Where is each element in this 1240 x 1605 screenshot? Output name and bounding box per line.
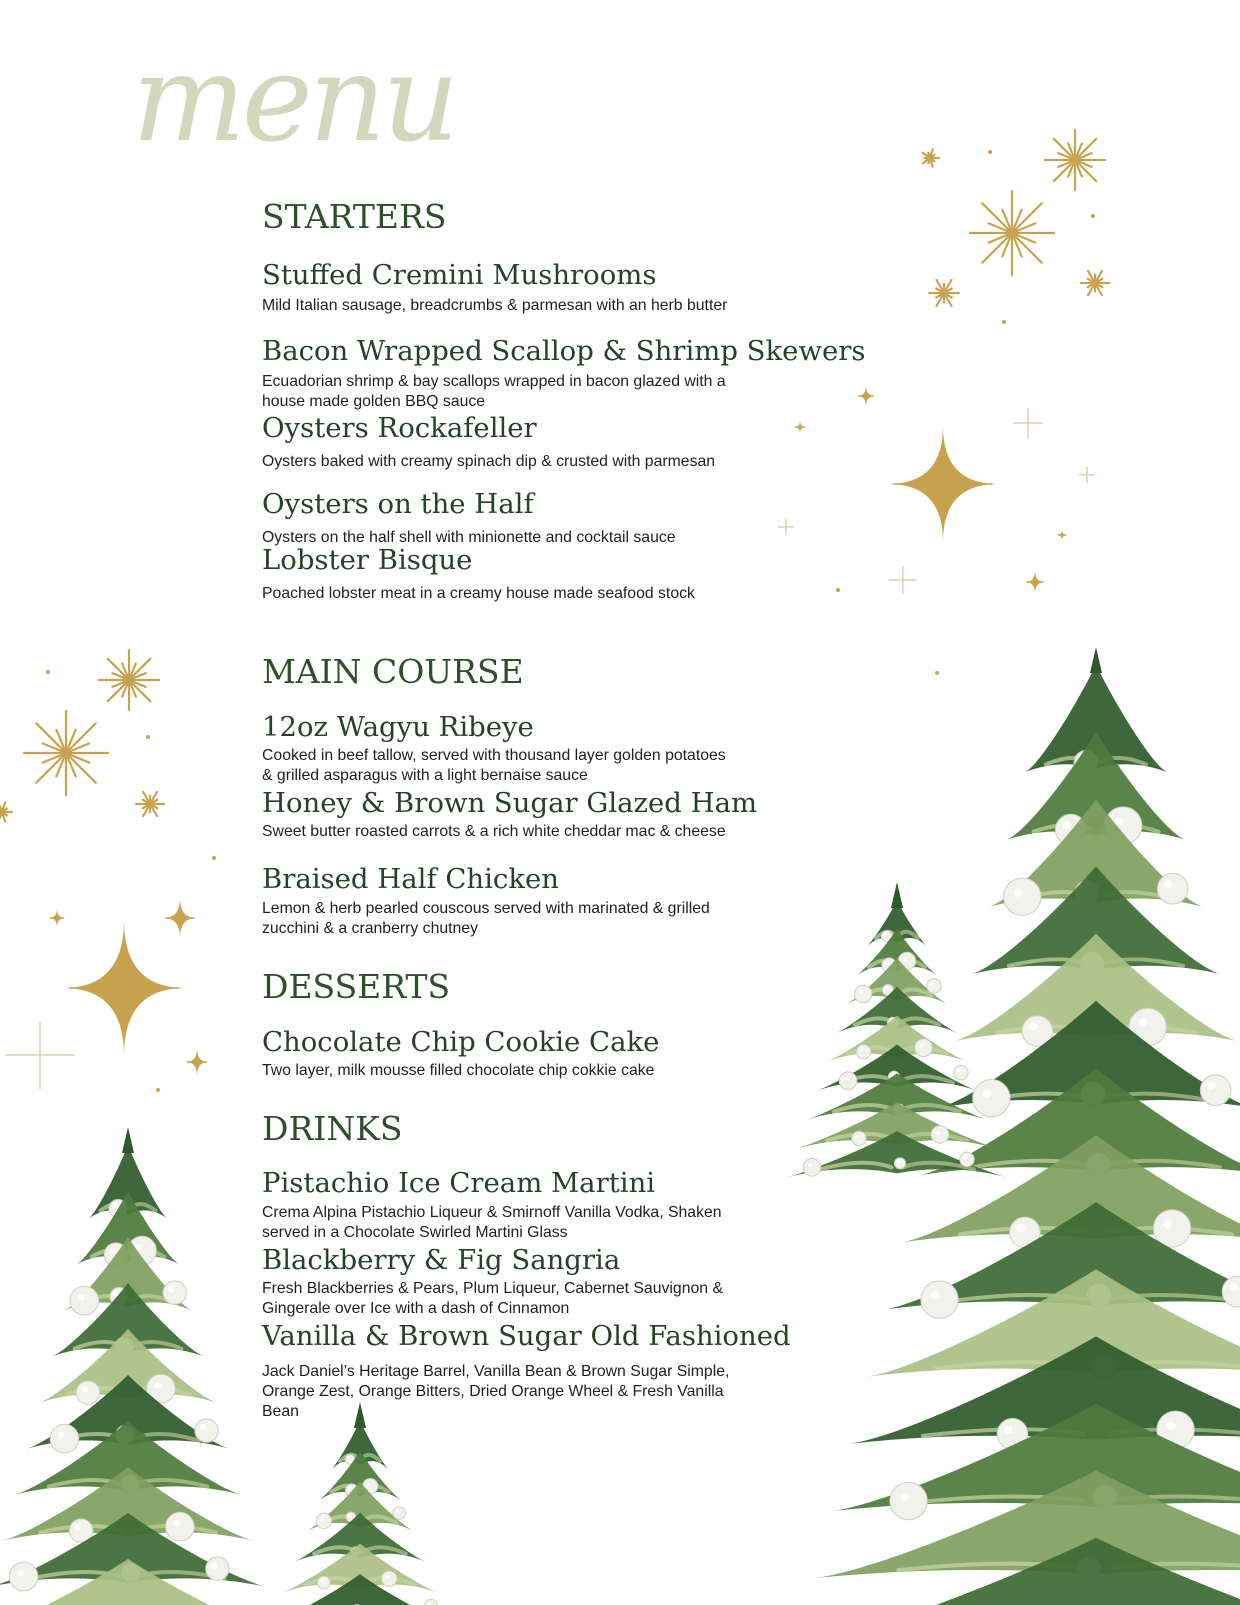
twinkle-icon (6, 1021, 74, 1089)
item-desc: Cooked in beef tallow, served with thousand layer golden potatoes & grilled asparagus with a light bernaise sauce (262, 747, 726, 784)
dot-icon (935, 671, 939, 675)
sparkle-icon (794, 420, 805, 434)
twinkle-icon (1013, 408, 1043, 438)
item-name: Stuffed Cremini Mushrooms (262, 259, 657, 291)
dot-icon (212, 856, 216, 860)
dot-icon (156, 1088, 160, 1092)
item-name: 12oz Wagyu Ribeye (262, 711, 534, 743)
sparkle-icon (63, 920, 185, 1056)
item-name: Bacon Wrapped Scallop & Shrimp Skewers (262, 335, 866, 367)
item-name: Pistachio Ice Cream Martini (262, 1167, 656, 1199)
section-title-starters: STARTERS (262, 197, 447, 236)
dot-icon (1091, 214, 1095, 218)
item-desc: Oysters on the half shell with minionette and cocktail sauce (262, 529, 676, 546)
item-desc: Poached lobster meat in a creamy house made seafood stock (262, 585, 695, 602)
item-name: Lobster Bisque (262, 544, 473, 576)
menu-title: menu (132, 30, 456, 169)
star-icon (0, 802, 12, 821)
star-icon (929, 280, 959, 306)
sparkle-icon (857, 385, 875, 407)
twinkle-icon (889, 566, 917, 594)
twinkle-icon (1079, 467, 1095, 483)
dot-icon (988, 150, 992, 154)
item-desc: Mild Italian sausage, breadcrumbs & parmesan with an herb butter (262, 297, 728, 314)
star-icon (24, 711, 108, 795)
item-desc: Oysters baked with creamy spinach dip & crusted with parmesan (262, 453, 716, 470)
item-desc: Fresh Blackberries & Pears, Plum Liqueur, Cabernet Sauvignon & Gingerale over Ice with a dash of Cinnamon (262, 1280, 723, 1317)
star-icon (970, 191, 1054, 275)
item-name: Oysters Rockafeller (262, 412, 537, 444)
sparkle-icon (49, 908, 65, 928)
item-name: Oysters on the Half (262, 488, 534, 520)
sparkle-icon (888, 426, 998, 542)
star-icon (136, 792, 164, 816)
christmas-tree-icon (270, 1402, 450, 1605)
star-icon (1081, 271, 1109, 295)
item-desc: Ecuadorian shrimp & bay scallops wrapped in bacon glazed with a house made golden BBQ sauce (262, 373, 726, 410)
item-name: Braised Half Chicken (262, 863, 559, 895)
christmas-tree-icon (787, 882, 1007, 1177)
dot-icon (146, 735, 150, 739)
section-title-main-course: MAIN COURSE (262, 652, 524, 691)
dot-icon (836, 588, 840, 592)
item-desc: Two layer, milk mousse filled chocolate chip cokkie cake (262, 1062, 655, 1079)
section-title-desserts: DESSERTS (262, 967, 451, 1006)
dot-icon (46, 670, 50, 674)
sparkle-icon (1025, 570, 1044, 594)
dot-icon (1002, 320, 1006, 324)
star-icon (99, 650, 159, 710)
item-name: Chocolate Chip Cookie Cake (262, 1026, 660, 1058)
christmas-tree-icon (0, 1127, 278, 1605)
item-desc: Lemon & herb pearled couscous served with marinated & grilled zucchini & a cranberry chutney (262, 900, 710, 937)
item-desc: Crema Alpina Pistachio Liqueur & Smirnoff Vanilla Vodka, Shaken served in a Chocolate Swirled Martini Glass (262, 1204, 722, 1241)
sparkle-icon (186, 1048, 208, 1076)
item-name: Vanilla & Brown Sugar Old Fashioned (262, 1320, 791, 1352)
star-icon (1045, 130, 1105, 190)
item-desc: Sweet butter roasted carrots & a rich white cheddar mac & cheese (262, 823, 726, 840)
item-name: Blackberry & Fig Sangria (262, 1244, 621, 1276)
star-icon (923, 149, 939, 166)
twinkle-icon (778, 519, 794, 535)
item-name: Honey & Brown Sugar Glazed Ham (262, 787, 758, 819)
section-title-drinks: DRINKS (262, 1109, 403, 1148)
sparkle-icon (164, 898, 196, 938)
sparkle-icon (1057, 529, 1067, 541)
item-desc: Jack Daniel’s Heritage Barrel, Vanilla Bean & Brown Sugar Simple, Orange Zest, Orange Bitters, Dried Orange Wheel & Fresh Vanilla Bean (262, 1363, 730, 1420)
